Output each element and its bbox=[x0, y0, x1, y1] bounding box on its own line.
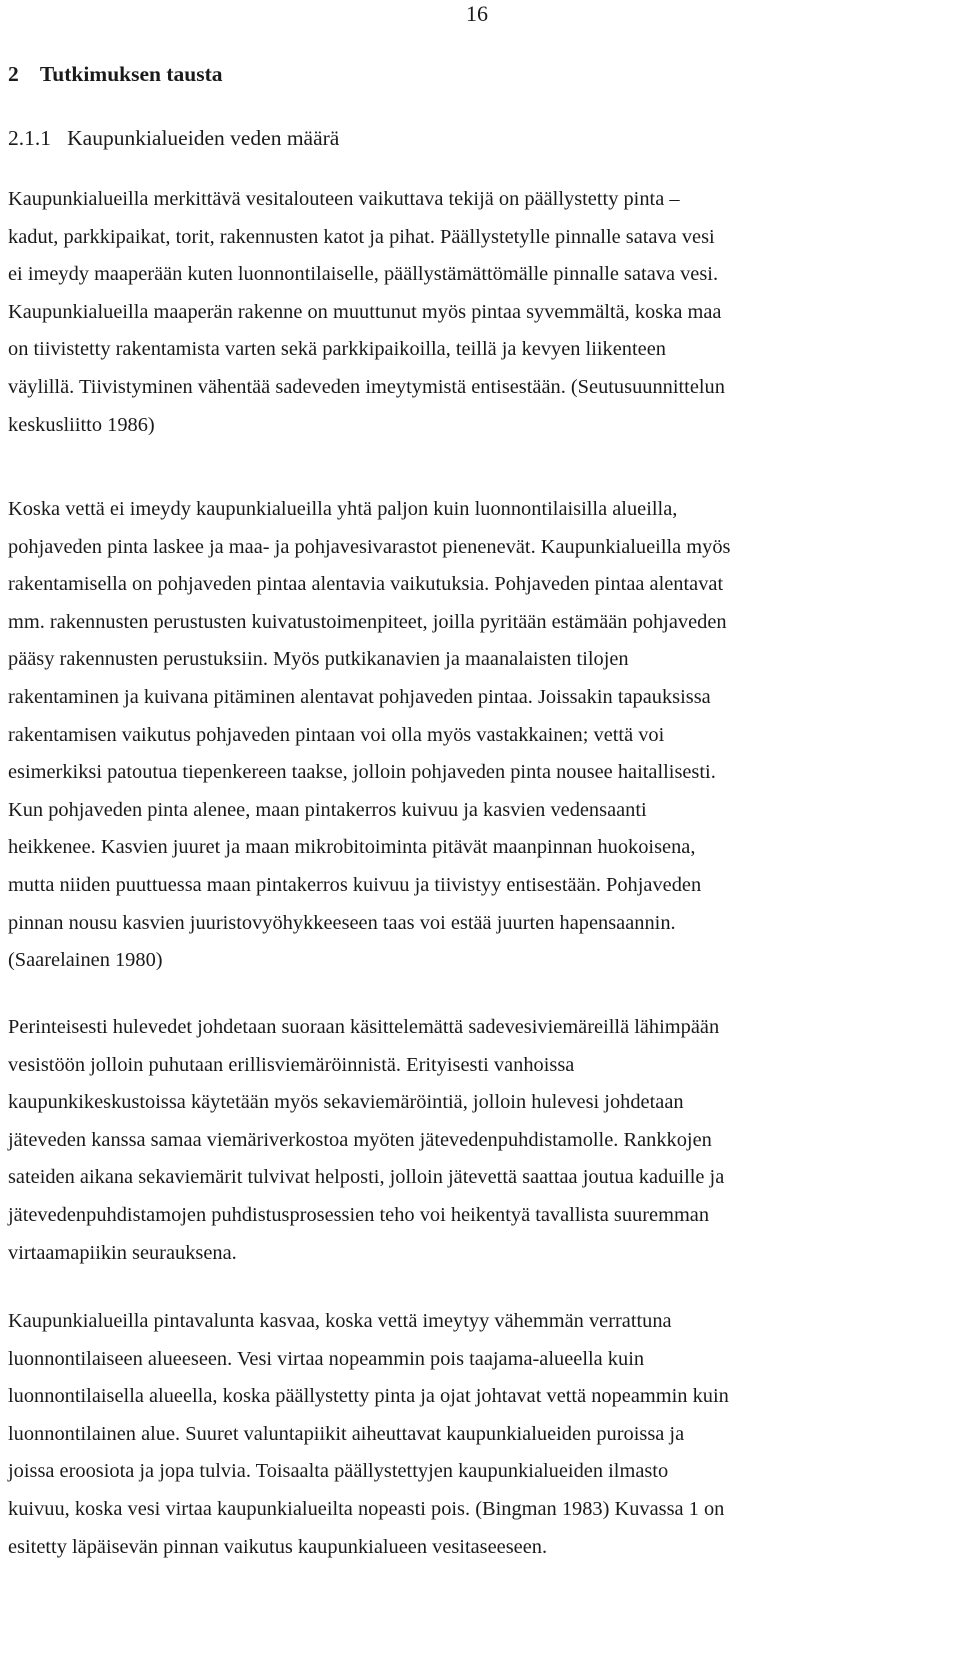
text-line: esitetty läpäisevän pinnan vaikutus kaupunkialueen vesitaseeseen. bbox=[8, 1535, 548, 1558]
text-line: luonnontilainen alue. Suuret valuntapiikit aiheuttavat kaupunkialueiden puroissa ja bbox=[8, 1422, 685, 1445]
text-line: Kaupunkialueilla maaperän rakenne on muuttunut myös pintaa syvemmältä, koska maa bbox=[8, 300, 722, 323]
section-heading bbox=[8, 60, 223, 88]
paragraph bbox=[8, 181, 953, 444]
text-line: rakentamisen vaikutus pohjaveden pintaan voi olla myös vastakkainen; vettä voi bbox=[8, 723, 665, 746]
text-line: kadut, parkkipaikat, torit, rakennusten katot ja pihat. Päällystetylle pinnalle satava vesi bbox=[8, 225, 715, 248]
text-line: mutta niiden puuttuessa maan pintakerros kuivuu ja tiivistyy entisestään. Pohjaveden bbox=[8, 873, 702, 896]
text-line: (Saarelainen 1980) bbox=[8, 949, 163, 972]
text-line: kaupunkikeskustoissa käytetään myös sekaviemäröintiä, jolloin hulevesi johdetaan bbox=[8, 1091, 684, 1114]
text-line: Kaupunkialueilla pintavalunta kasvaa, koska vettä imeytyy vähemmän verrattuna bbox=[8, 1310, 672, 1332]
subsection-heading bbox=[8, 124, 339, 152]
text-line: sateiden aikana sekaviemärit tulvivat helposti, jolloin jätevettä saattaa joutua kaduille ja bbox=[8, 1166, 725, 1189]
text-line: rakentaminen ja kuivana pitäminen alentavat pohjaveden pintaa. Joissakin tapauksissa bbox=[8, 685, 711, 708]
subsection-number: 2.1.1 bbox=[8, 126, 51, 150]
text-line: ei imeydy maaperään kuten luonnontilaiselle, päällystämättömälle pinnalle satava vesi. bbox=[8, 263, 719, 286]
text-line: joissa eroosiota ja jopa tulvia. Toisaalta päällystettyjen kaupunkialueiden ilmasto bbox=[8, 1460, 669, 1483]
paragraph bbox=[8, 1009, 953, 1272]
page-number: 16 bbox=[466, 1, 488, 26]
text-line: esimerkiksi patoutua tiepenkereen taakse, jolloin pohjaveden pinta nousee haitallisesti. bbox=[8, 761, 716, 784]
section-title: Tutkimuksen tausta bbox=[39, 62, 223, 86]
paragraph bbox=[8, 1303, 953, 1566]
text-line: väylillä. Tiivistyminen vähentää sadeveden imeytymistä entisestään. (Seutusuunnittelun bbox=[8, 375, 725, 398]
subsection-title: Kaupunkialueiden veden määrä bbox=[67, 126, 340, 150]
text-line: jätevedenpuhdistamojen puhdistusprosessien teho voi heikentyä tavallista suuremman bbox=[8, 1203, 710, 1226]
text-line: keskusliitto 1986) bbox=[8, 413, 155, 436]
text-line: Perinteisesti hulevedet johdetaan suoraan käsittelemättä sadevesiviemäreillä lähimpään bbox=[8, 1016, 720, 1038]
text-line: pohjaveden pinta laskee ja maa- ja pohjavesivarastot pienenevät. Kaupunkialueilla myös bbox=[8, 535, 731, 558]
text-line: pinnan nousu kasvien juuristovyöhykkeeseen taas voi estää juurten hapensaannin. bbox=[8, 911, 676, 934]
text-line: vesistöön jolloin puhutaan erillisviemäröinnistä. Erityisesti vanhoissa bbox=[8, 1053, 575, 1076]
text-line: Koska vettä ei imeydy kaupunkialueilla yhtä paljon kuin luonnontilaisilla alueilla, bbox=[8, 498, 678, 520]
text-line: heikkenee. Kasvien juuret ja maan mikrobitoiminta pitävät maanpinnan huokoisena, bbox=[8, 836, 696, 859]
text-line: kuivuu, koska vesi virtaa kaupunkialueilta nopeasti pois. (Bingman 1983) Kuvassa 1 on bbox=[8, 1497, 725, 1520]
text-line: virtaamapiikin seurauksena. bbox=[8, 1241, 237, 1264]
text-line: on tiivistetty rakentamista varten sekä parkkipaikoilla, teillä ja kevyen liikenteen bbox=[8, 338, 666, 361]
text-line: mm. rakennusten perustusten kuivatustoimenpiteet, joilla pyritään estämään pohjaveden bbox=[8, 610, 727, 633]
text-line: pääsy rakennusten perustuksiin. Myös putkikanavien ja maanalaisten tilojen bbox=[8, 648, 629, 671]
text-line: Kaupunkialueilla merkittävä vesitalouteen vaikuttava tekijä on päällystetty pinta – bbox=[8, 188, 680, 210]
paragraph bbox=[8, 491, 953, 980]
text-line: Kun pohjaveden pinta alenee, maan pintakerros kuivuu ja kasvien vedensaanti bbox=[8, 798, 647, 821]
section-number: 2 bbox=[8, 62, 19, 86]
text-line: luonnontilaisella alueella, koska päällystetty pinta ja ojat johtavat vettä nopeammin kuin bbox=[8, 1385, 729, 1408]
text-line: jäteveden kanssa samaa viemäriverkostoa myöten jätevedenpuhdistamolle. Rankkojen bbox=[8, 1128, 712, 1151]
text-line: rakentamisella on pohjaveden pintaa alentavia vaikutuksia. Pohjaveden pintaa alentavat bbox=[8, 573, 724, 596]
text-line: luonnontilaiseen alueeseen. Vesi virtaa nopeammin pois taajama-alueella kuin bbox=[8, 1347, 645, 1370]
